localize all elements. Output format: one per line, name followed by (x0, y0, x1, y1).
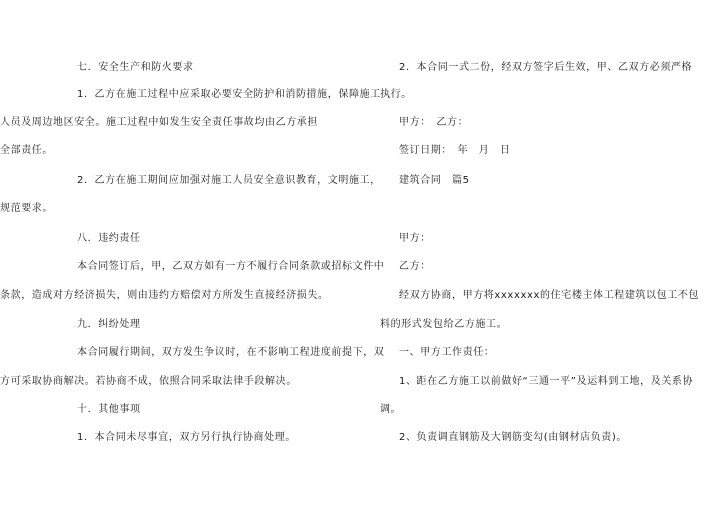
paragraph-line: 规范要求。 (0, 203, 53, 214)
paragraph-line: 方可采取协商解决。若协商不成，依照合同采取法律手段解决。 (0, 376, 297, 387)
paragraph-line: 全部责任。 (0, 145, 53, 156)
heading-dispute: 九．纠纷处理 (77, 319, 141, 330)
sign-date-line: 签订日期： 年 月 日 (399, 145, 511, 156)
paragraph-line: 料的形式发包给乙方施工。 (380, 319, 508, 330)
paragraph-line: 本合同签订后，甲，乙双方如有一方不履行合同条款或招标文件中 (77, 261, 385, 272)
paragraph-line: 调。 (380, 404, 402, 415)
party-b-line: 乙方： (399, 261, 431, 272)
heading-breach: 八．违约责任 (77, 233, 141, 244)
paragraph-line: 1．本合同未尽事宜，双方另行执行协商处理。 (77, 432, 296, 443)
paragraph-line: 本合同履行期间，双方发生争议时，在不影响工程进度前提下，双 (77, 347, 385, 358)
paragraph-line: 1．乙方在施工过程中应采取必要安全防护和消防措施，保障施工 (77, 89, 381, 100)
paragraph-line: 2、负责调直钢筋及大钢筋变勾(由钢材店负责)。 (399, 432, 627, 443)
heading-other: 十．其他事项 (77, 404, 141, 415)
paragraph-line: 2．乙方在施工期间应加强对施工人员安全意识教育，文明施工， (77, 175, 381, 186)
heading-party-a-duties: 一、甲方工作责任： (399, 347, 495, 358)
paragraph-line: 人员及周边地区安全。施工过程中如发生安全责任事故均由乙方承担 (0, 117, 318, 128)
section-title: 建筑合同 篇5 (399, 175, 470, 186)
paragraph-line: 执行。 (380, 89, 412, 100)
paragraph-line: 条款，造成对方经济损失，则由违约方赔偿对方所发生直接经济损失。 (0, 290, 329, 301)
signature-party-line: 甲方： 乙方： (399, 117, 469, 128)
party-a-line: 甲方： (399, 233, 431, 244)
paragraph-line: 1、距在乙方施工以前做好“三通一平”及运料到工地，及关系协 (399, 376, 694, 387)
heading-safety: 七．安全生产和防火要求 (77, 62, 194, 73)
paragraph-line: 经双方协商，甲方将xxxxxxx的住宅楼主体工程建筑以包工不包 (399, 290, 700, 301)
paragraph-line: 2．本合同一式二份，经双方签字后生效，甲、乙双方必须严格 (399, 62, 693, 73)
